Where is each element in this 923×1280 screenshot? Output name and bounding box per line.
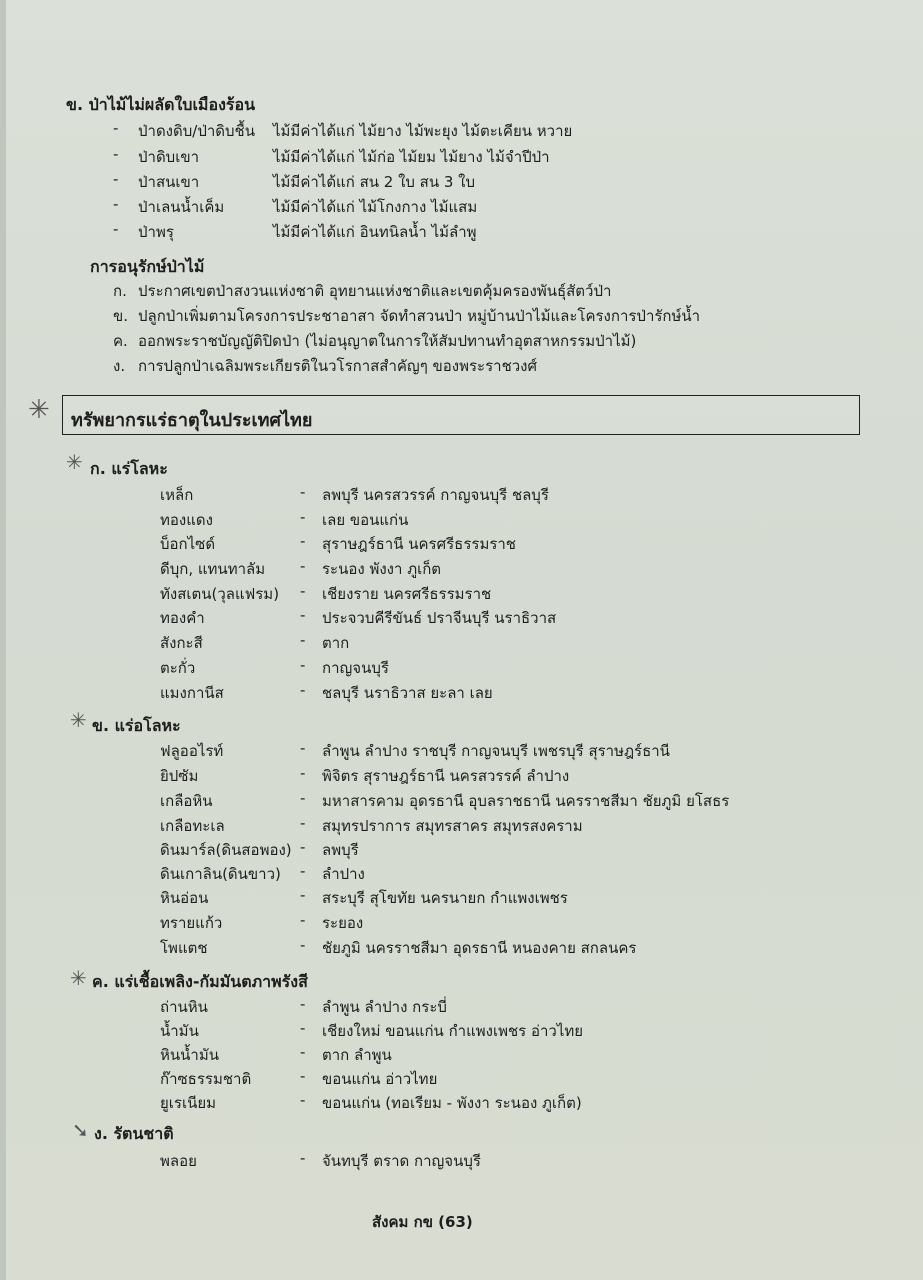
mineral-name: สังกะสี	[160, 634, 203, 652]
mineral-location: ลพบุรี	[322, 841, 359, 859]
mineral-name: แมงกานีส	[160, 684, 224, 702]
list-label: ง.	[113, 357, 126, 375]
mineral-location: ลำพูน ลำปาง ราชบุรี กาญจนบุรี เพชรบุรี สุราษฎร์ธานี	[322, 742, 670, 760]
mineral-name: ตะกั่ว	[160, 659, 196, 677]
mineral-location: ลำพูน ลำปาง กระบี่	[322, 998, 447, 1016]
list-label: ค.	[113, 332, 128, 350]
mineral-section-heading: ง. รัตนชาติ	[94, 1124, 174, 1143]
mineral-location: ขอนแก่น (ทอเรียม - พังงา ระนอง ภูเก็ต)	[322, 1094, 582, 1112]
mineral-section-heading: ก. แร่โลหะ	[90, 459, 168, 478]
mineral-location: ตาก ลำพูน	[322, 1046, 392, 1064]
mineral-location: เชียงใหม่ ขอนแก่น กำแพงเพชร อ่าวไทย	[322, 1022, 584, 1040]
list-item: ประกาศเขตป่าสงวนแห่งชาติ อุทยานแห่งชาติและเขตคุ้มครองพันธุ์สัตว์ป่า	[138, 282, 612, 300]
mineral-location: สมุทรปราการ สมุทรสาคร สมุทรสงคราม	[322, 817, 583, 835]
asterisk-mark-icon: ✳	[70, 708, 87, 732]
mineral-name: ยูเรเนียม	[160, 1094, 217, 1112]
list-item: การปลูกป่าเฉลิมพระเกียรติในวโรกาสสำคัญๆ ของพระราชวงศ์	[138, 357, 538, 375]
mineral-location: จันทบุรี ตราด กาญจนบุรี	[322, 1152, 481, 1170]
mineral-location: เลย ขอนแก่น	[322, 511, 409, 529]
mineral-name: น้ำมัน	[160, 1022, 199, 1040]
mineral-location: กาญจนบุรี	[322, 659, 389, 677]
mineral-location: ขอนแก่น อ่าวไทย	[322, 1070, 438, 1088]
forest-heading: ข. ป่าไม้ไม่ผลัดใบเมืองร้อน	[66, 95, 256, 114]
page-fold-shadow	[0, 0, 6, 1280]
mineral-name: หินน้ำมัน	[160, 1046, 219, 1064]
conservation-heading: การอนุรักษ์ป่าไม้	[90, 257, 205, 276]
section-title: ทรัพยากรแร่ธาตุในประเทศไทย	[71, 410, 313, 431]
mineral-name: ทองแดง	[160, 511, 213, 529]
mineral-name: ดีบุก, แทนทาลัม	[160, 560, 266, 578]
mineral-location: ชัยภูมิ นครราชสีมา อุดรธานี หนองคาย สกลนคร	[322, 939, 637, 957]
section-title-box	[62, 395, 860, 435]
mineral-name: เกลือหิน	[160, 792, 213, 810]
mineral-name: เหล็ก	[160, 486, 194, 504]
mineral-location: ประจวบคีรีขันธ์ ปราจีนบุรี นราธิวาส	[322, 609, 557, 627]
mineral-location: ลพบุรี นครสวรรค์ กาญจนบุรี ชลบุรี	[322, 486, 549, 504]
mineral-name: ถ่านหิน	[160, 998, 208, 1016]
mineral-name: ทรายแก้ว	[160, 914, 223, 932]
mineral-location: สระบุรี สุโขทัย นครนายก กำแพงเพชร	[322, 889, 568, 907]
page-footer: สังคม กข (63)	[372, 1213, 473, 1231]
document-page: ข. ป่าไม้ไม่ผลัดใบเมืองร้อน - ป่าดงดิบ/ป่าดิบชื้น ไม้มีค่าได้แก่ ไม้ยาง ไม้พะยุง ไม้ตะเคียน หวาย - ป่าดิบเขา ไม้มีค่าได้แก่ ไม้ก่อ ไม้ยม ไม้ยาง ไม้จำปีป่า - ป่าสนเขา ไม้มีค่าได้แก่ สน 2 ใบ สน 3 ใบ - ป่าเลนน้ำเค็ม ไม้มีค่าได้แก่ ไม้โกงกาง ไม้แสม - ป่าพรุ ไม้มีค่าได้แก่ อินทนิลน้ำ ไม้ลำพู การอนุรักษ์ป่าไม้ ก. ประกาศเขตป่าสงวนแห่งชาติ อุทยานแห่งชาติและเขตคุ้มครองพันธุ์สัตว์ป่า ข. ปลูกป่าเพิ่มตามโครงการประชาอาสา จัดทำสวนป่า หมู่บ้านป่าไม้และโครงการป่ารักษ์น้ำ ค. ออกพระราชบัญญัติปิดป่า (ไม่อนุญาตในการให้สัมปทานทำอุตสาหกรรมป่าไม้) ง. การปลูกป่าเฉลิมพระเกียรติในวโรกาสสำคัญๆ ของพระราชวงศ์ ✳ ทรัพยากรแร่ธาตุในประเทศไทย ✳ ก. แร่โลหะ เหล็ก - ลพบุรี นครสวรรค์ กาญจนบุรี ชลบุรี ทองแดง - เลย ขอนแก่น บ็อกไซด์ - สุราษฎร์ธานี นครศรีธรรมราช ดีบุก, แทนทาลัม - ระนอง พังงา ภูเก็ต ทังสเตน(วุลแฟรม) - เชียงราย นครศรีธรรมราช ทองคำ - ประจวบคีรีขันธ์ ปราจีนบุรี นราธิวาส สังกะสี - ตาก ตะกั่ว - กาญจนบุรี แมงกานีส - ชลบุรี นราธิวาส ยะลา เลย ✳ ข. แร่อโลหะ ฟลูออไรท์ - ลำพูน ลำปาง ราชบุรี กาญจนบุรี เพชรบุรี สุราษฎร์ธานี ยิปซัม - พิจิตร สุราษฎร์ธานี นครสวรรค์ ลำปาง เกลือหิน - มหาสารคาม อุดรธานี อุบลราชธานี นครราชสีมา ชัยภูมิ ยโสธร เกลือทะเล - สมุทรปราการ สมุทรสาคร สมุทรสงคราม ดินมาร์ล(ดินสอพอง) - ลพบุรี ดินเกาลิน(ดินขาว) - ลำปาง หินอ่อน - สระบุรี สุโขทัย นครนายก กำแพงเพชร ทรายแก้ว - ระยอง โพแตช - ชัยภูมิ นครราชสีมา อุดรธานี หนองคาย สกลนคร ✳ ค. แร่เชื้อเพลิง-กัมมันตภาพรังสี ถ่านหิน - ลำพูน ลำปาง กระบี่ น้ำมัน - เชียงใหม่ ขอนแก่น กำแพงเพชร อ่าวไทย หินน้ำมัน - ตาก ลำพูน ก๊าซธรรมชาติ - ขอนแก่น อ่าวไทย ยูเรเนียม - ขอนแก่น (ทอเรียม - พังงา ระนอง ภูเก็ต) ➘ ง. รัตนชาติ พลอย - จันทบุรี ตราด กาญจนบุรี สังคม กข (63)	[0, 0, 923, 1280]
mineral-name: ฟลูออไรท์	[160, 742, 224, 760]
mineral-name: เกลือทะเล	[160, 817, 225, 835]
mineral-name: ดินมาร์ล(ดินสอพอง)	[160, 841, 292, 859]
mineral-location: ลำปาง	[322, 865, 365, 883]
tick-mark-icon: ➘	[72, 1118, 89, 1142]
mineral-name: หินอ่อน	[160, 889, 209, 907]
mineral-location: สุราษฎร์ธานี นครศรีธรรมราช	[322, 535, 516, 553]
mineral-location: ระนอง พังงา ภูเก็ต	[322, 560, 442, 578]
mineral-name: ทองคำ	[160, 609, 205, 627]
mineral-location: มหาสารคาม อุดรธานี อุบลราชธานี นครราชสีมา ชัยภูมิ ยโสธร	[322, 792, 730, 810]
mineral-location: ตาก	[322, 634, 350, 652]
mineral-name: โพแตช	[160, 939, 208, 957]
mineral-section-heading: ข. แร่อโลหะ	[92, 716, 181, 735]
list-item: ปลูกป่าเพิ่มตามโครงการประชาอาสา จัดทำสวนป่า หมู่บ้านป่าไม้และโครงการป่ารักษ์น้ำ	[138, 307, 701, 325]
mineral-name: ดินเกาลิน(ดินขาว)	[160, 865, 281, 883]
mineral-name: ยิปซัม	[160, 767, 199, 785]
mineral-name: พลอย	[160, 1152, 197, 1170]
mineral-name: บ็อกไซด์	[160, 535, 216, 553]
mineral-section-heading: ค. แร่เชื้อเพลิง-กัมมันตภาพรังสี	[92, 972, 308, 991]
mineral-location: เชียงราย นครศรีธรรมราช	[322, 585, 492, 603]
mineral-name: ทังสเตน(วุลแฟรม)	[160, 585, 280, 603]
asterisk-mark-icon: ✳	[70, 966, 87, 990]
asterisk-mark-icon: ✳	[66, 450, 83, 474]
list-item: ออกพระราชบัญญัติปิดป่า (ไม่อนุญาตในการให้สัมปทานทำอุตสาหกรรมป่าไม้)	[138, 332, 637, 350]
list-label: ข.	[113, 307, 129, 325]
mineral-location: พิจิตร สุราษฎร์ธานี นครสวรรค์ ลำปาง	[322, 767, 570, 785]
list-label: ก.	[113, 282, 127, 300]
mineral-name: ก๊าซธรรมชาติ	[160, 1070, 252, 1088]
mineral-location: ระยอง	[322, 914, 364, 932]
asterisk-mark-icon: ✳	[28, 395, 50, 425]
mineral-location: ชลบุรี นราธิวาส ยะลา เลย	[322, 684, 493, 702]
